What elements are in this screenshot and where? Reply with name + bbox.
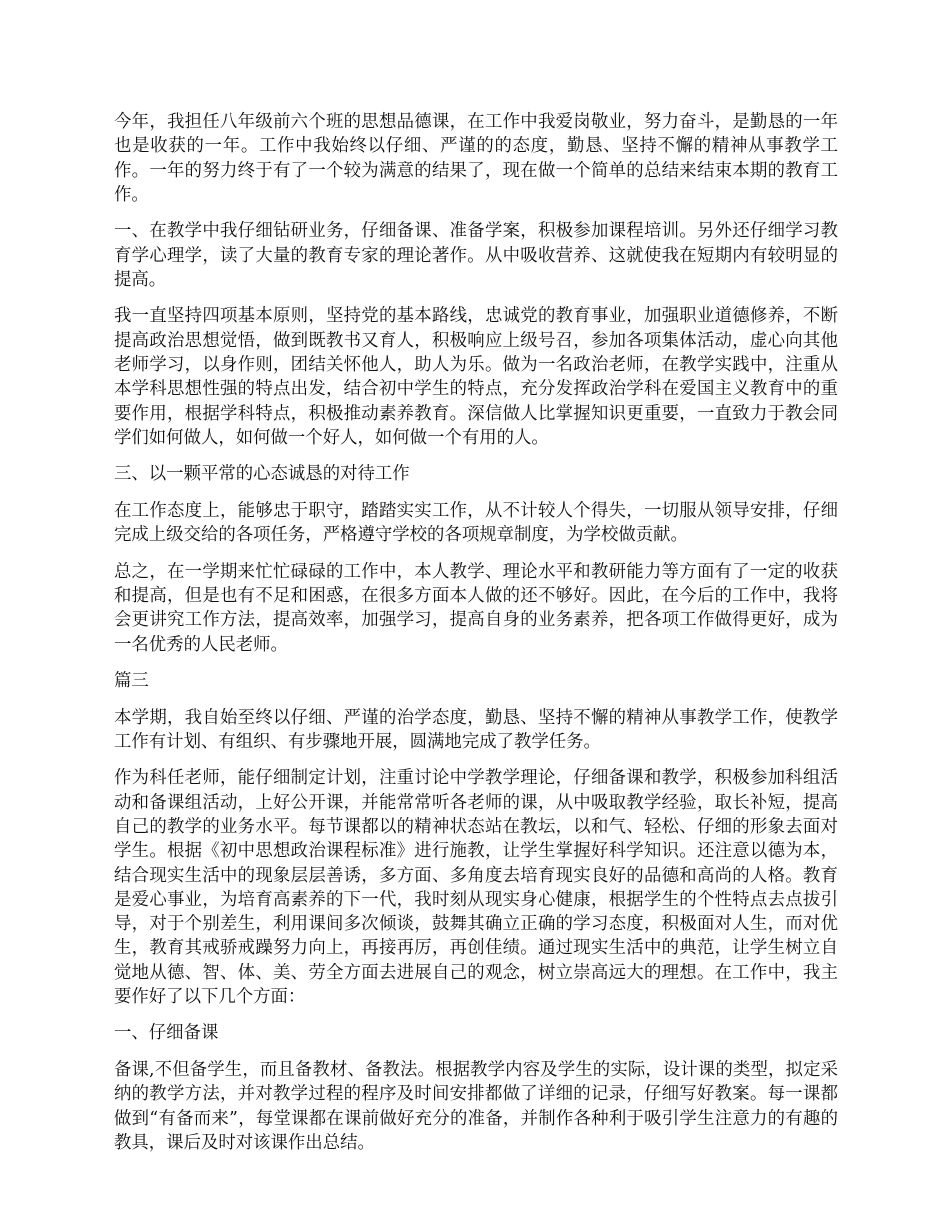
heading-section-three: 三、以一颗平常的心态诚恳的对待工作: [114, 464, 410, 485]
paragraph-lesson-prep: 备课,不但备学生，而且备教材、备教法。根据教学内容及学生的实际，设计课的类型，拟定采纳的教学方法，并对教学过程的程序及时间安排都做了详细的记录，仔细写好教案。每一课都做到“有备而来”，每堂课都在课前做好充分的准备，并制作各种利于吸引学生注意力的有趣的教具，课后及时对该课作出总结。: [114, 1059, 838, 1153]
paragraph-principles: 我一直坚持四项基本原则，坚持党的基本路线，忠诚党的教育事业，加强职业道德修养，不断提高政治思想觉悟，做到既教书又育人，积极响应上级号召，参加各项集体活动，虚心向其他老师学习，以身作则，团结关怀他人，助人为乐。做为一名政治老师，在教学实践中，注重从本学科思想性强的特点出发，结合初中学生的特点，充分发挥政治学科在爱国主义教育中的重要作用，根据学科特点，积极推动素养教育。深信做人比掌握知识更重要，一直致力于教会同学们如何做人，如何做一个好人，如何做一个有用的人。: [114, 306, 838, 448]
paragraph-work-attitude: 在工作态度上，能够忠于职守，踏踏实实工作，从不计较人个得失，一切服从领导安排，仔细完成上级交给的各项任务，严格遵守学校的各项规章制度，为学校做贡献。: [114, 500, 838, 546]
paragraph-section-one: 一、在教学中我仔细钻研业务，仔细备课、准备学案，积极参加课程培训。另外还仔细学习教育学心理学，读了大量的教育专家的理论著作。从中吸收营养、这就使我在短期内有较明显的提高。: [114, 221, 838, 290]
document-body: [114, 110, 838, 1167]
paragraph-intro: 今年，我担任八年级前六个班的思想品德课，在工作中我爱岗敬业，努力奋斗，是勤恳的一年也是收获的一年。工作中我始终以仔细、严谨的的态度，勤恳、坚持不懈的精神从事教学工作。一年的努力终于有了一个较为满意的结果了，现在做一个简单的总结来结束本期的教育工作。: [114, 112, 838, 205]
heading-lesson-prep: 一、仔细备课: [114, 1023, 219, 1044]
paragraph-subject-teacher: 作为科任老师，能仔细制定计划，注重讨论中学教学理论，仔细备课和教学，积极参加科组活动和备课组活动，上好公开课，并能常常听各老师的课，从中吸取教学经验，取长补短，提高自己的教学的业务水平。每节课都以的精神状态站在教坛，以和气、轻松、仔细的形象去面对学生。根据《初中思想政治课程标准》进行施教，让学生掌握好科学知识。还注意以德为本，结合现实生活中的现象层层善诱，多方面、多角度去培育现实良好的品德和高尚的人格。教育是爱心事业，为培育高素养的下一代，我时刻从现实身心健康，根据学生的个性特点去点拔引导，对于个别差生，利用课间多次倾谈，鼓舞其确立正确的学习态度，积极面对人生，而对优生，教育其戒骄戒躁努力向上，再接再厉，再创佳绩。通过现实生活中的典范，让学生树立自觉地从德、智、体、美、劳全方面去进展自己的观念，树立崇高远大的理想。在工作中，我主要作好了以下几个方面：: [114, 768, 838, 1007]
paragraph-summary: 总之，在一学期来忙忙碌碌的工作中，本人教学、理论水平和教研能力等方面有了一定的收获和提高，但是也有不足和困惑，在很多方面本人做的还不够好。因此，在今后的工作中，我将会更讲究工作方法，提高效率，加强学习，提高自身的业务素养，把各项工作做得更好，成为一名优秀的人民老师。: [114, 561, 838, 655]
heading-part-three: 篇三: [114, 671, 149, 692]
paragraph-semester: 本学期，我自始至终以仔细、严谨的治学态度，勤恳、坚持不懈的精神从事教学工作，使教学工作有计划、有组织、有步骤地开展，圆满地完成了教学任务。: [114, 707, 838, 752]
